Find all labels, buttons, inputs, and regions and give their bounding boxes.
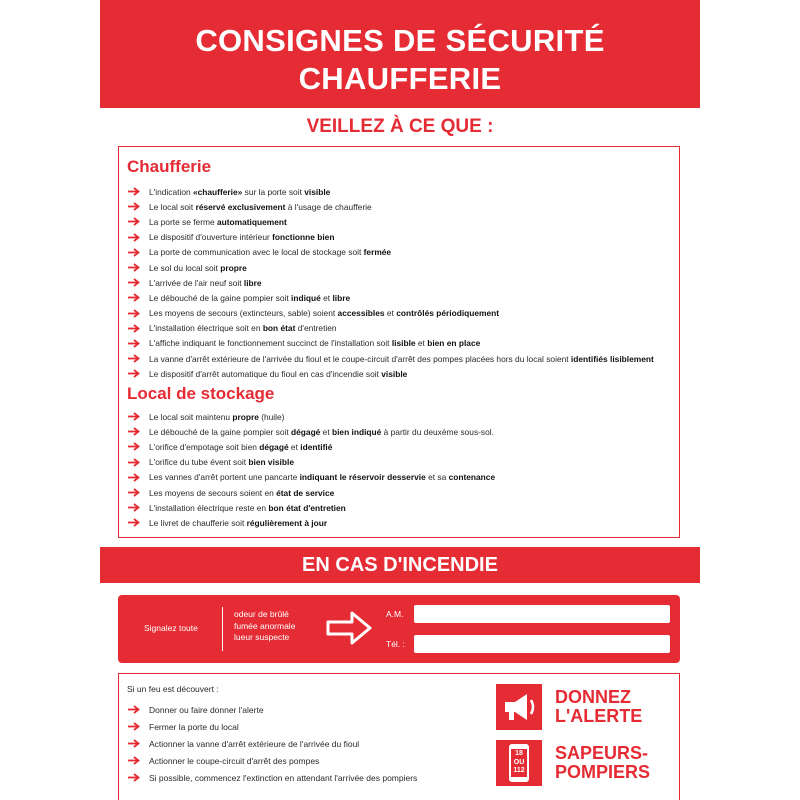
- item-text: Le local soit maintenu: [149, 411, 233, 422]
- chaufferie-list: [127, 184, 679, 381]
- item-text: Le dispositif d'arrêt automatique du fioul en cas d'incendie soit: [149, 368, 382, 379]
- fire-banner: EN CAS D'INCENDIE: [100, 547, 700, 583]
- emphasis-text: contrôlés périodiquement: [396, 308, 500, 319]
- arrow-bullet-icon: [127, 473, 141, 482]
- emphasis-text: dégagé: [291, 426, 321, 437]
- divider: [222, 607, 223, 651]
- arrow-bullet-icon: [127, 427, 141, 436]
- list-item-text: [149, 488, 334, 498]
- alert-line-1: DONNEZ: [555, 687, 631, 707]
- emphasis-text: état de service: [276, 487, 335, 498]
- emphasis-text: fermée: [363, 247, 392, 258]
- item-text: Le sol du local soit: [149, 262, 221, 273]
- item-text: Le débouché de la gaine pompier soit: [149, 292, 292, 303]
- list-item: [127, 199, 679, 214]
- arrow-bullet-icon: [127, 369, 141, 378]
- big-arrow-icon: [326, 611, 372, 645]
- step-text: Fermer la porte du local: [149, 721, 239, 732]
- list-item-text: [149, 518, 327, 528]
- list-item: [127, 306, 679, 321]
- emphasis-text: libre: [332, 292, 351, 303]
- list-item: [127, 184, 679, 199]
- list-item: [127, 336, 679, 351]
- phone-line-1: 18: [515, 750, 523, 757]
- arrow-bullet-icon: [127, 309, 141, 318]
- list-item-text: [149, 457, 294, 467]
- arrow-bullet-icon: [127, 278, 141, 287]
- discovery-intro: Si un feu est découvert :: [127, 684, 219, 694]
- emphasis-text: visible: [381, 368, 408, 379]
- list-item: [127, 485, 679, 500]
- item-text: L'installation électrique reste en: [149, 502, 269, 513]
- list-item-text: [149, 293, 350, 303]
- arrow-bullet-icon: [127, 503, 141, 512]
- item-text: La porte de communication avec le local de stockage soit: [149, 247, 364, 258]
- step-text: Actionner la vanne d'arrêt extérieure de l'arrivée du fioul: [149, 738, 360, 749]
- item-text: Le débouché de la gaine pompier soit: [149, 426, 292, 437]
- item-text: La vanne d'arrêt extérieure de l'arrivée du fioul et le coupe-circuit d'arrêt des pompes placées hors du local soient: [149, 353, 571, 364]
- emphasis-text: lisible: [391, 338, 416, 349]
- emphasis-text: régulièrement à jour: [246, 517, 328, 528]
- list-item: [127, 260, 679, 275]
- list-item-text: [149, 369, 407, 379]
- firemen-line-1: SAPEURS-: [555, 743, 649, 763]
- step-text: Actionner le coupe-circuit d'arrêt des pompes: [149, 755, 320, 766]
- am-label: A.M.: [386, 609, 404, 619]
- section-title-stockage: Local de stockage: [127, 384, 275, 403]
- section-title-chaufferie: Chaufferie: [127, 157, 212, 176]
- arrow-bullet-icon: [127, 217, 141, 226]
- phone-line-2: OU: [513, 758, 525, 766]
- arrow-bullet-icon: [127, 458, 141, 467]
- item-text: à partir du deuxème sous-sol.: [381, 426, 494, 437]
- subtitle: VEILLEZ À CE QUE :: [306, 116, 494, 137]
- item-text: L'orifice d'empotage soit bien: [149, 441, 260, 452]
- list-item: [127, 245, 679, 260]
- emphasis-text: contenance: [448, 472, 496, 483]
- emphasis-text: identifié: [300, 441, 333, 452]
- item-text: et sa: [425, 472, 449, 483]
- item-text: sur la porte soit: [242, 186, 305, 197]
- item-text: La porte se ferme: [149, 216, 217, 227]
- list-item-text: [149, 503, 346, 513]
- step-text: Donner ou faire donner l'alerte: [149, 704, 264, 715]
- instructions-box: [118, 146, 680, 538]
- emphasis-text: fonctionne bien: [272, 232, 335, 243]
- item-text: Les vannes d'arrêt portent une pancarte: [149, 472, 300, 483]
- emphasis-text: bien indiqué: [331, 426, 382, 437]
- safety-poster: [100, 0, 700, 800]
- reasons-list: [234, 609, 295, 644]
- emphasis-text: automatiquement: [216, 216, 287, 227]
- item-text: et: [288, 441, 301, 452]
- reason-item: odeur de brûlé: [234, 609, 289, 619]
- arrow-bullet-icon: [127, 324, 141, 333]
- list-item-text: [149, 232, 334, 242]
- alert-tile: [496, 684, 542, 730]
- list-item: [127, 439, 679, 454]
- step-item: [127, 735, 417, 752]
- item-text: Le dispositif d'ouverture intérieur: [149, 232, 273, 243]
- item-text: Les moyens de secours (extincteurs, sable) soient: [149, 308, 338, 319]
- step-item: [127, 701, 417, 718]
- step-item: [127, 752, 417, 769]
- list-item: [127, 290, 679, 305]
- arrow-bullet-icon: [127, 293, 141, 302]
- step-item: [127, 769, 417, 786]
- list-item-text: [149, 412, 284, 422]
- emphasis-text: indiqué: [291, 292, 321, 303]
- item-text: Le livret de chaufferie soit: [149, 517, 247, 528]
- list-item: [127, 500, 679, 515]
- discovery-steps: [127, 701, 417, 786]
- arrow-bullet-icon: [127, 756, 141, 765]
- list-item-text: [149, 472, 495, 482]
- am-field[interactable]: [414, 605, 670, 623]
- emphasis-text: propre: [232, 411, 259, 422]
- list-item: [127, 366, 679, 381]
- arrow-bullet-icon: [127, 202, 141, 211]
- item-text: et: [384, 308, 397, 319]
- item-text: L'installation électrique soit en: [149, 323, 263, 334]
- emphasis-text: accessibles: [337, 308, 385, 319]
- emphasis-text: indiquant le réservoir desservie: [299, 472, 426, 483]
- list-item-text: [149, 338, 480, 348]
- list-item-text: [149, 308, 499, 318]
- list-item-text: [149, 202, 372, 212]
- discovery-box: [118, 673, 680, 800]
- emphasis-text: bon état d'entretien: [268, 502, 346, 513]
- title-banner: [100, 0, 700, 108]
- list-item-text: [149, 247, 391, 257]
- step-item: [127, 718, 417, 735]
- arrow-bullet-icon: [127, 773, 141, 782]
- item-text: d'entretien: [295, 323, 337, 334]
- stockage-list: [127, 409, 679, 531]
- firemen-line-2: POMPIERS: [555, 762, 651, 782]
- item-text: L'orifice du tube évent soit: [149, 457, 249, 468]
- arrow-bullet-icon: [127, 263, 141, 272]
- list-item: [127, 424, 679, 439]
- emphasis-text: bien visible: [248, 457, 294, 468]
- phone-number: [511, 750, 527, 776]
- arrow-bullet-icon: [127, 739, 141, 748]
- step-text: Si possible, commencez l'extinction en attendant l'arrivée des pompiers: [149, 772, 418, 783]
- alert-text: [555, 688, 642, 726]
- list-item-text: [149, 187, 330, 197]
- emphasis-text: bien en place: [427, 338, 481, 349]
- list-item-text: [149, 427, 494, 437]
- emphasis-text: dégagé: [259, 441, 289, 452]
- item-text: Les moyens de secours soient en: [149, 487, 277, 498]
- item-text: L'affiche indiquant le fonctionnement succinct de l'installation soit: [149, 338, 392, 349]
- tel-field[interactable]: [414, 635, 670, 653]
- item-text: Le local soit: [149, 201, 196, 212]
- item-text: L'indication: [149, 186, 193, 197]
- item-text: et: [415, 338, 428, 349]
- tel-label: Tél. :: [386, 639, 405, 649]
- alert-line-2: L'ALERTE: [555, 706, 643, 726]
- arrow-bullet-icon: [127, 233, 141, 242]
- arrow-bullet-icon: [127, 705, 141, 714]
- item-text: à l'usage de chaufferie: [285, 201, 372, 212]
- list-item-text: [149, 217, 287, 227]
- list-item-text: [149, 354, 654, 364]
- emphasis-text: propre: [220, 262, 247, 273]
- item-text: et: [320, 292, 333, 303]
- list-item: [127, 214, 679, 229]
- firemen-text: [555, 744, 650, 782]
- megaphone-icon: [496, 684, 542, 730]
- list-item: [127, 230, 679, 245]
- list-item: [127, 351, 679, 366]
- arrow-bullet-icon: [127, 248, 141, 257]
- arrow-bullet-icon: [127, 354, 141, 363]
- emphasis-text: visible: [304, 186, 331, 197]
- list-item-text: [149, 442, 332, 452]
- title-line-2: CHAUFFERIE: [298, 61, 502, 96]
- list-item: [127, 275, 679, 290]
- item-text: (huile): [258, 411, 285, 422]
- emphasis-text: réservé exclusivement: [195, 201, 286, 212]
- report-box: [118, 595, 680, 663]
- reason-item: lueur suspecte: [234, 632, 290, 642]
- list-item-text: [149, 323, 337, 333]
- list-item: [127, 455, 679, 470]
- arrow-bullet-icon: [127, 442, 141, 451]
- arrow-bullet-icon: [127, 518, 141, 527]
- arrow-bullet-icon: [127, 412, 141, 421]
- item-text: L'arrivée de l'air neuf soit: [149, 277, 244, 288]
- title-line-1: CONSIGNES DE SÉCURITÉ: [195, 23, 605, 58]
- list-item: [127, 409, 679, 424]
- emphasis-text: libre: [243, 277, 262, 288]
- list-item: [127, 515, 679, 530]
- emphasis-text: identifiés lisiblement: [570, 353, 654, 364]
- arrow-bullet-icon: [127, 187, 141, 196]
- list-item-text: [149, 278, 262, 288]
- signal-label: Signalez toute: [144, 623, 198, 633]
- emphasis-text: «chaufferie»: [192, 186, 243, 197]
- arrow-bullet-icon: [127, 488, 141, 497]
- reason-item: fumée anormale: [234, 620, 296, 631]
- list-item: [127, 321, 679, 336]
- firemen-tile: [496, 740, 542, 786]
- item-text: et: [320, 426, 332, 437]
- list-item: [127, 470, 679, 485]
- arrow-bullet-icon: [127, 722, 141, 731]
- phone-line-3: 112: [513, 767, 525, 774]
- arrow-bullet-icon: [127, 339, 141, 348]
- list-item-text: [149, 263, 247, 273]
- emphasis-text: bon état: [262, 323, 296, 334]
